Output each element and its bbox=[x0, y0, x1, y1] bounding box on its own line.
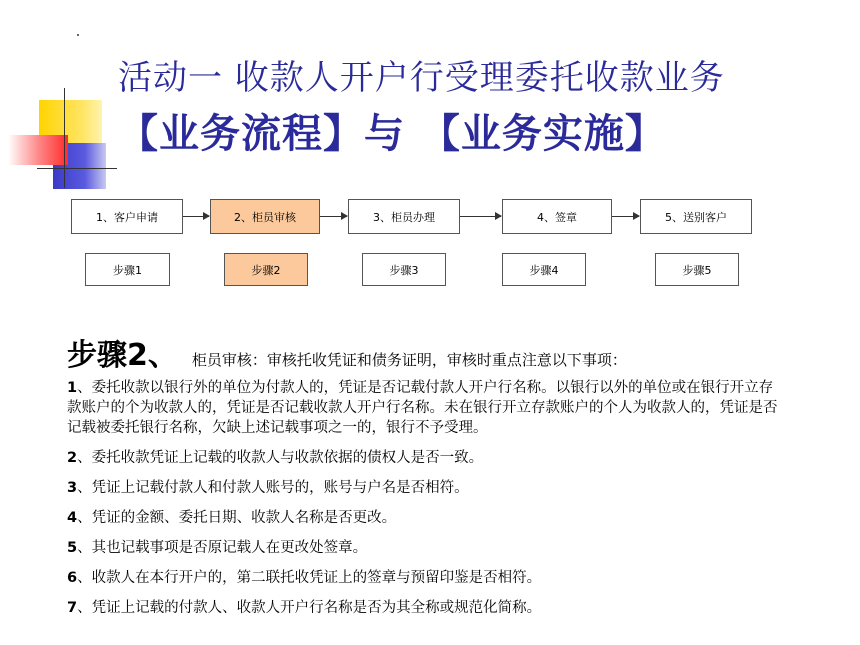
page-title: 活动一 收款人开户行受理委托收款业务 bbox=[118, 58, 725, 98]
flow-arrow-2 bbox=[320, 216, 347, 217]
flow-arrow-4 bbox=[612, 216, 639, 217]
flow-arrow-3 bbox=[460, 216, 501, 217]
list-item: 5、其也记载事项是否原记载人在更改处签章。 bbox=[67, 540, 368, 556]
flow-step-3: 3、柜员办理 bbox=[348, 199, 460, 234]
page-subtitle: 【业务流程】与 【业务实施】 bbox=[118, 111, 666, 157]
process-flowchart bbox=[0, 0, 860, 300]
flow-label-5: 步骤5 bbox=[655, 253, 739, 286]
list-item: 3、凭证上记载付款人和付款人账号的，账号与户名是否相符。 bbox=[67, 480, 469, 496]
list-item: 4、凭证的金额、委托日期、收款人名称是否更改。 bbox=[67, 510, 397, 526]
flow-step-5: 5、送别客户 bbox=[640, 199, 752, 234]
step-number: 步骤2、 bbox=[67, 338, 178, 373]
flow-label-3: 步骤3 bbox=[362, 253, 446, 286]
flow-step-1: 1、客户申请 bbox=[71, 199, 183, 234]
list-item: 1、委托收款以银行外的单位为付款人的，凭证是否记载付款人开户行名称。以银行以外的单位或在银行开立存款账户的个为收款人的，凭证是否记载收款人开户行名称。未在银行开立存款账户的个人为收款人的，凭证是否记载被委托银行名称，欠缺上述记载事项之一的，银行不予受理。 bbox=[67, 380, 778, 436]
step-description: 柜员审核：审核托收凭证和债务证明，审核时重点注意以下事项： bbox=[191, 351, 627, 369]
list-item: 6、收款人在本行开户的，第二联托收凭证上的签章与预留印鉴是否相符。 bbox=[67, 570, 542, 586]
flow-label-1: 步骤1 bbox=[85, 253, 170, 286]
flow-arrow-1 bbox=[183, 216, 209, 217]
flow-label-4: 步骤4 bbox=[502, 253, 586, 286]
list-item: 2、委托收款凭证上记载的收款人与收款依据的债权人是否一致。 bbox=[67, 450, 484, 466]
review-items-list bbox=[67, 378, 787, 628]
flow-step-4: 4、签章 bbox=[502, 199, 612, 234]
flow-label-2: 步骤2 bbox=[224, 253, 308, 286]
step-heading bbox=[67, 330, 627, 374]
flow-step-2: 2、柜员审核 bbox=[210, 199, 320, 234]
list-item: 7、凭证上记载的付款人、收款人开户行名称是否为其全称或规范化简称。 bbox=[67, 600, 542, 616]
